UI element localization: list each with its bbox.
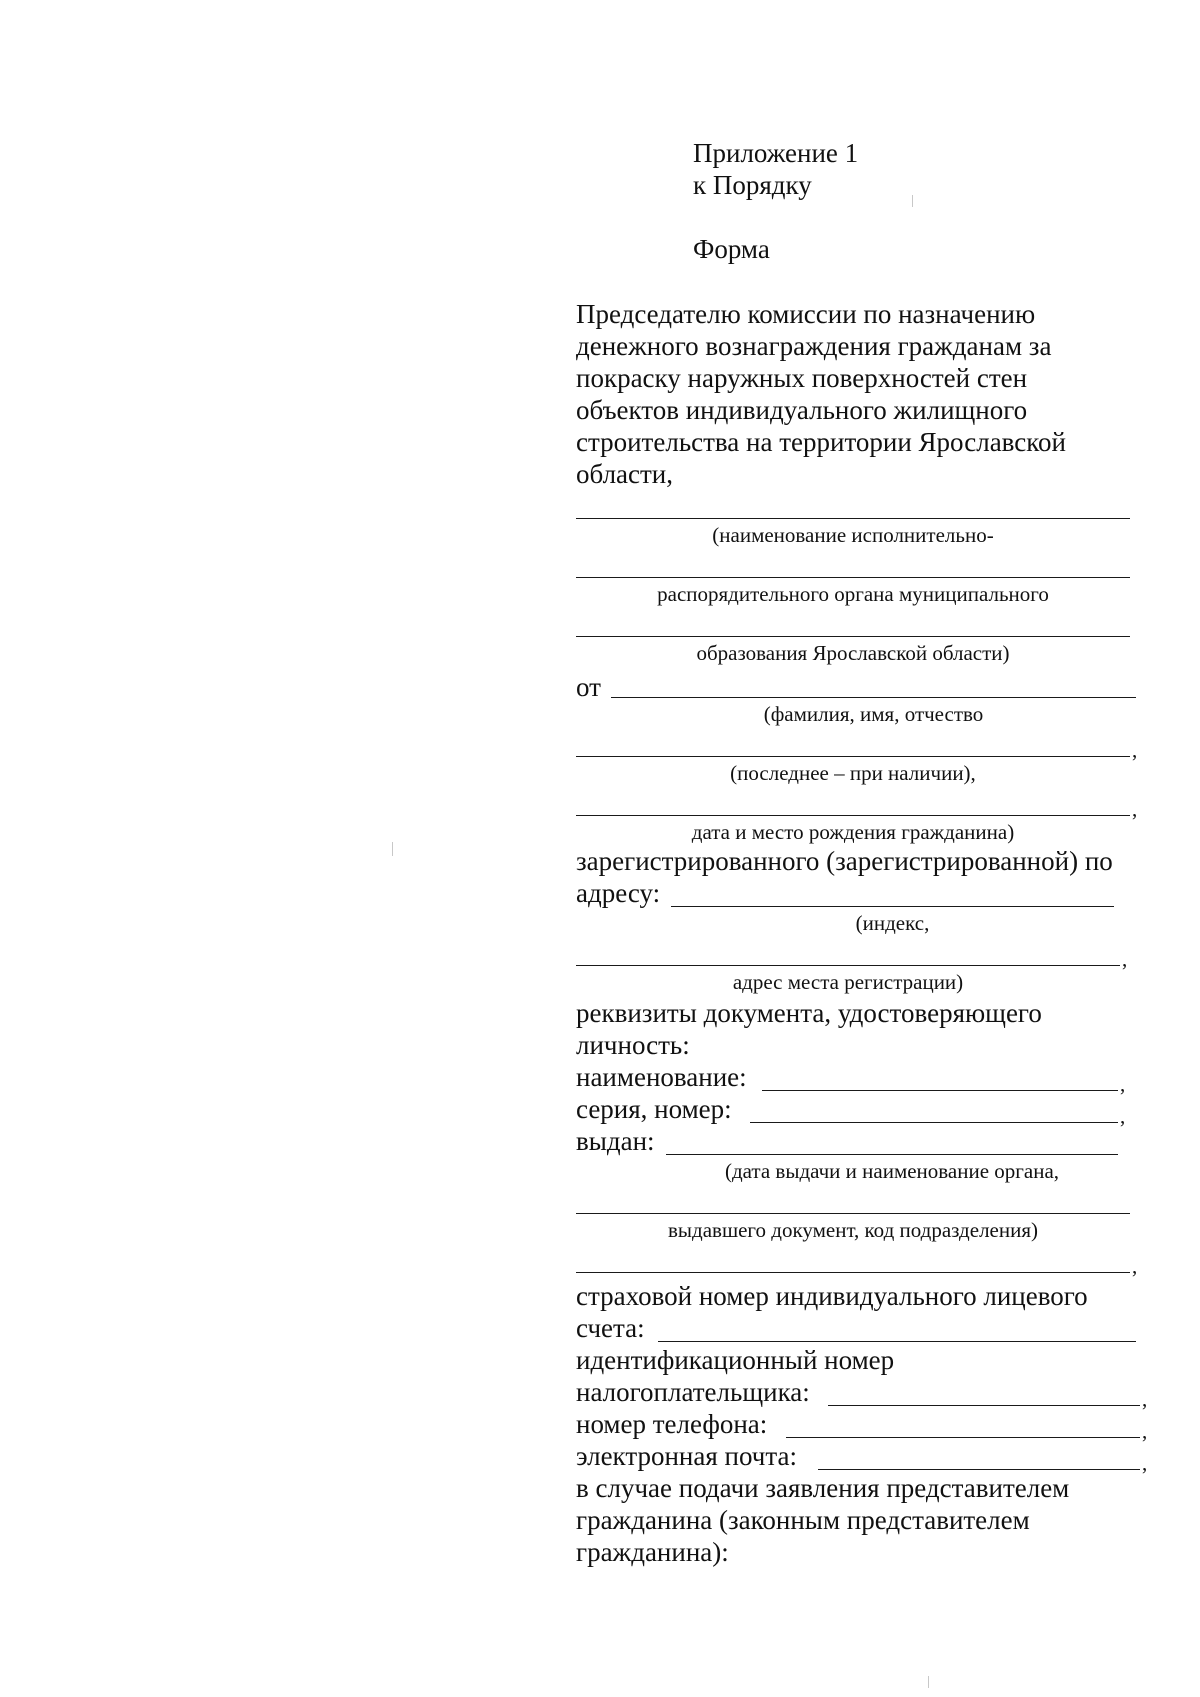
series-number-label: серия, номер:: [576, 1094, 732, 1124]
registration-address-caption: адрес места регистрации): [732, 970, 964, 994]
registration-address-field-line[interactable]: [576, 965, 1120, 966]
org-name-caption-1: (наименование исполнительно-: [712, 523, 994, 547]
org-name-caption-3: образования Ярославской области): [696, 641, 1010, 665]
addressee-line: покраску наружных поверхностей стен: [576, 363, 1028, 393]
issued-label: выдан:: [576, 1126, 655, 1156]
addressee-line: области,: [576, 459, 674, 489]
representative-label-2: гражданина (законным представителем: [576, 1505, 1030, 1535]
org-name-caption-2: распорядительного органа муниципального: [657, 582, 1049, 606]
form-label: Форма: [693, 234, 770, 264]
birth-info-field-line[interactable]: [576, 815, 1130, 816]
phone-field-line[interactable]: [786, 1437, 1140, 1438]
phone-label: номер телефона:: [576, 1409, 768, 1439]
doc-name-label: наименование:: [576, 1062, 747, 1092]
addressee-line: объектов индивидуального жилищного: [576, 395, 1028, 425]
id-doc-label-2: личность:: [576, 1030, 690, 1060]
comma: ,: [1122, 947, 1128, 971]
inn-label-2: налогоплательщика:: [576, 1377, 810, 1407]
snils-label-1: страховой номер индивидуального лицевого: [576, 1281, 1088, 1311]
comma: ,: [1132, 1254, 1138, 1278]
full-name-caption-2: (последнее – при наличии),: [730, 761, 976, 785]
full-name-field-line-1[interactable]: [611, 697, 1136, 698]
scan-speck: [392, 842, 393, 856]
issued-field-line-2[interactable]: [576, 1213, 1130, 1214]
addressee-line: строительства на территории Ярославской: [576, 427, 1066, 457]
issued-caption-2: выдавшего документ, код подразделения): [668, 1218, 1038, 1242]
issued-field-line-3[interactable]: [576, 1272, 1130, 1273]
org-name-field-line-3[interactable]: [576, 636, 1130, 637]
representative-label-3: гражданина):: [576, 1537, 729, 1567]
snils-label-2: счета:: [576, 1313, 645, 1343]
appendix-to-order: к Порядку: [693, 170, 812, 200]
org-name-field-line-1[interactable]: [576, 518, 1130, 519]
org-name-field-line-2[interactable]: [576, 577, 1130, 578]
comma: ,: [1132, 797, 1138, 821]
comma: ,: [1142, 1451, 1148, 1475]
comma: ,: [1120, 1072, 1126, 1096]
comma: ,: [1120, 1104, 1126, 1128]
from-label: от: [576, 672, 601, 702]
full-name-field-line-2[interactable]: [576, 756, 1130, 757]
registered-label-1: зарегистрированного (зарегистрированной) по: [576, 846, 1113, 876]
id-doc-label-1: реквизиты документа, удостоверяющего: [576, 998, 1042, 1028]
email-label: электронная почта:: [576, 1441, 797, 1471]
comma: ,: [1142, 1387, 1148, 1411]
birth-info-caption: дата и место рождения гражданина): [691, 820, 1015, 844]
full-name-caption-1: (фамилия, имя, отчество: [763, 702, 984, 726]
series-number-field-line[interactable]: [750, 1122, 1118, 1123]
comma: ,: [1132, 738, 1138, 762]
addressee-line: денежного вознаграждения гражданам за: [576, 331, 1052, 361]
scan-speck: [912, 195, 913, 207]
postal-index-caption: (индекс,: [855, 911, 930, 935]
postal-index-field-line[interactable]: [671, 906, 1114, 907]
inn-label-1: идентификационный номер: [576, 1345, 895, 1375]
snils-field-line[interactable]: [658, 1341, 1136, 1342]
registered-label-2: адресу:: [576, 878, 661, 908]
email-field-line[interactable]: [818, 1469, 1140, 1470]
representative-label-1: в случае подачи заявления представителем: [576, 1473, 1070, 1503]
issued-caption-1: (дата выдачи и наименование органа,: [724, 1159, 1060, 1183]
inn-field-line[interactable]: [828, 1405, 1140, 1406]
doc-name-field-line[interactable]: [762, 1090, 1118, 1091]
issued-field-line-1[interactable]: [666, 1154, 1118, 1155]
scan-speck: [928, 1676, 929, 1688]
appendix-number: Приложение 1: [693, 138, 859, 168]
comma: ,: [1142, 1419, 1148, 1443]
addressee-line: Председателю комиссии по назначению: [576, 299, 1036, 329]
